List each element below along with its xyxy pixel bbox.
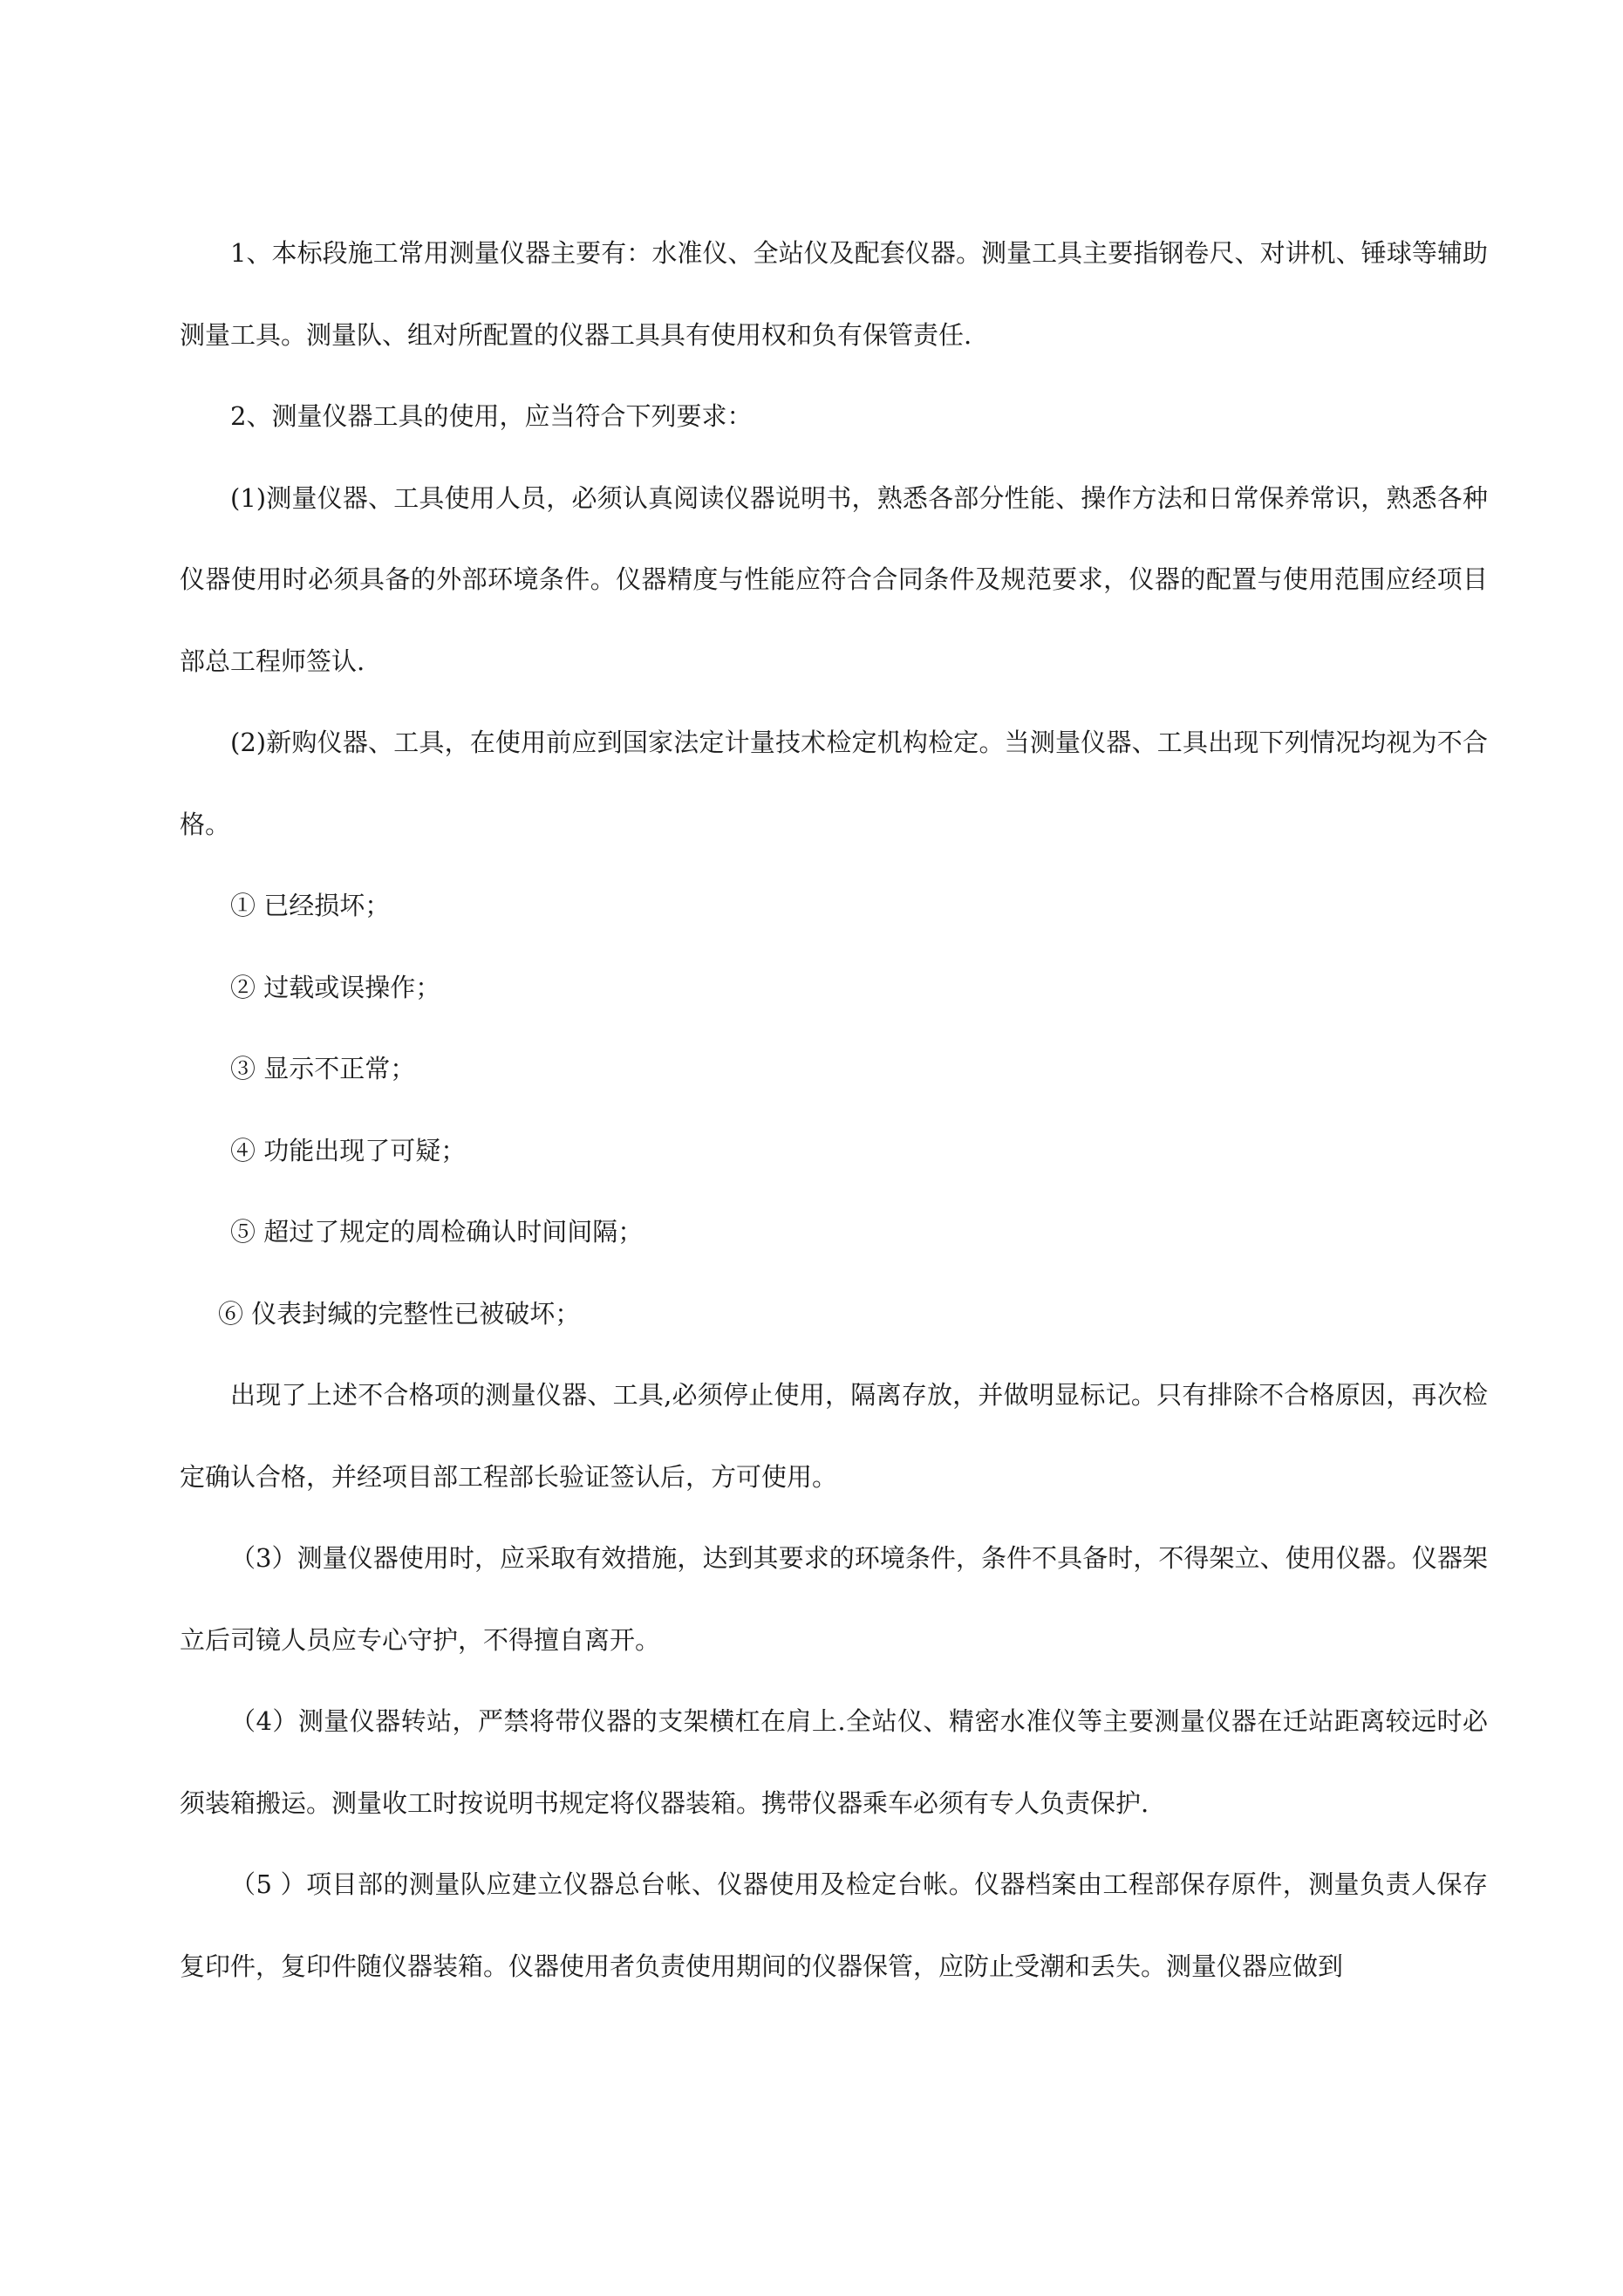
- list-item-3: ③ 显示不正常；: [230, 1054, 416, 1083]
- document-body: [180, 213, 1488, 2007]
- paragraph-requirement-4: （4）测量仪器转站，严禁将带仪器的支架横杠在肩上.全站仪、精密水准仪等主要测量仪器在迁站距离较远时必须装箱搬运。测量收工时按说明书规定将仪器装箱。携带仪器乘车必须有专人负责保护.: [180, 1706, 1488, 1818]
- list-item-2: ② 过载或误操作；: [230, 972, 441, 1002]
- paragraph-requirement-3: （3）测量仪器使用时，应采取有效措施，达到其要求的环境条件，条件不具备时，不得架立、使用仪器。仪器架立后司镜人员应专心守护，不得擅自离开。: [180, 1543, 1488, 1655]
- paragraph-1: 1、本标段施工常用测量仪器主要有：水准仪、全站仪及配套仪器。测量工具主要指钢卷尺、对讲机、锤球等辅助测量工具。测量队、组对所配置的仪器工具具有使用权和负有保管责任.: [180, 238, 1488, 350]
- list-item-1: ① 已经损坏；: [230, 891, 391, 920]
- paragraph-requirement-2: (2)新购仪器、工具，在使用前应到国家法定计量技术检定机构检定。当测量仪器、工具出现下列情况均视为不合格。: [180, 728, 1488, 839]
- list-item-5: ⑤ 超过了规定的周检确认时间间隔；: [230, 1217, 644, 1247]
- paragraph-2: 2、测量仪器工具的使用，应当符合下列要求：: [230, 401, 753, 431]
- paragraph-requirement-5: （5 ）项目部的测量队应建立仪器总台帐、仪器使用及检定台帐。仪器档案由工程部保存原件，测量负责人保存复印件，复印件随仪器装箱。仪器使用者负责使用期间的仪器保管，应防止受潮和丢失。测量仪器应做到: [180, 1869, 1488, 1981]
- paragraph-requirement-1: (1)测量仪器、工具使用人员，必须认真阅读仪器说明书，熟悉各部分性能、操作方法和日常保养常识，熟悉各种仪器使用时必须具备的外部环境条件。仪器精度与性能应符合合同条件及规范要求，仪器的配置与使用范围应经项目部总工程师签认.: [180, 482, 1488, 676]
- list-item-6: ⑥ 仪表封缄的完整性已被破坏；: [218, 1298, 581, 1329]
- list-item-4: ④ 功能出现了可疑；: [230, 1135, 467, 1165]
- paragraph-nonconforming: 出现了上述不合格项的测量仪器、工具,必须停止使用，隔离存放，并做明显标记。只有排除不合格原因，再次检定确认合格，并经项目部工程部长验证签认后，方可使用。: [180, 1380, 1488, 1492]
